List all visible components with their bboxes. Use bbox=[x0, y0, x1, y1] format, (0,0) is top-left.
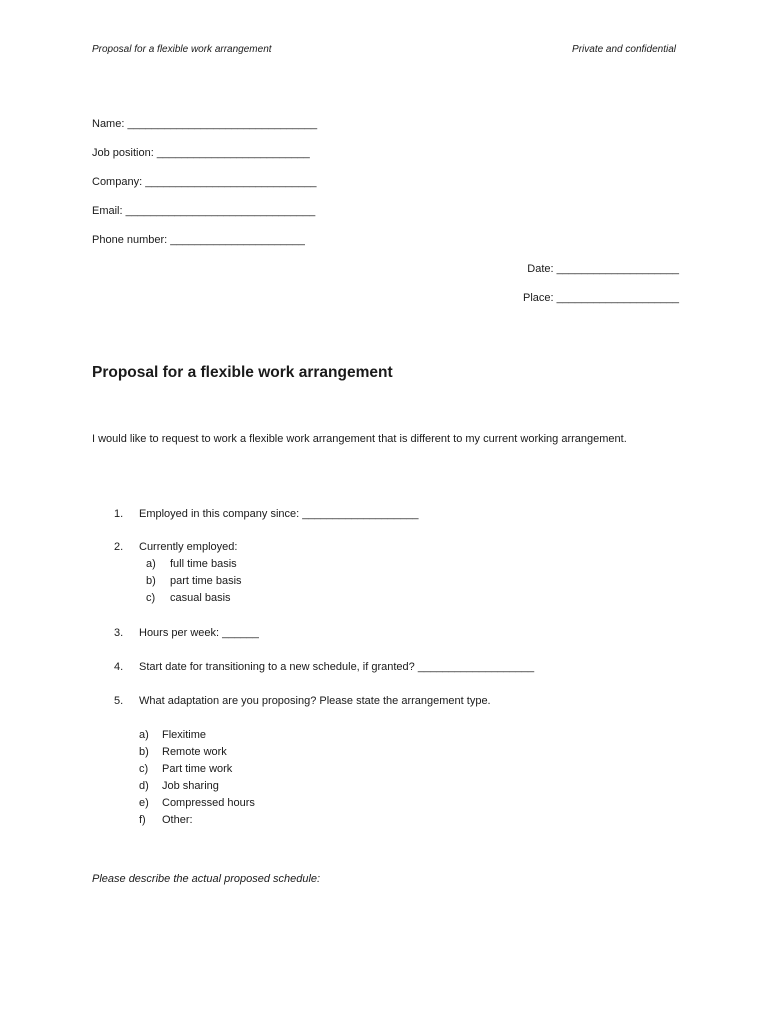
option-letter: c) bbox=[146, 592, 156, 604]
option-full-time-basis: full time basis bbox=[170, 558, 237, 570]
option-compressed-hours: Compressed hours bbox=[162, 797, 255, 809]
question-start-date: Start date for transitioning to a new schedule, if granted? ___________________ bbox=[139, 661, 535, 673]
intro-paragraph: I would like to request to work a flexible work arrangement that is different to my current working arrangement. bbox=[92, 433, 627, 445]
question-number: 4. bbox=[114, 661, 124, 673]
option-letter: b) bbox=[139, 746, 149, 758]
option-part-time-work: Part time work bbox=[162, 763, 233, 775]
email-field: Email: _______________________________ bbox=[92, 205, 316, 217]
question-employed-since: Employed in this company since: ___________________ bbox=[139, 508, 419, 520]
place-field: Place: ____________________ bbox=[523, 292, 679, 304]
question-number: 3. bbox=[114, 627, 124, 639]
question-number: 1. bbox=[114, 508, 124, 520]
option-part-time-basis: part time basis bbox=[170, 575, 242, 587]
option-remote-work: Remote work bbox=[162, 746, 227, 758]
option-flexitime: Flexitime bbox=[162, 729, 207, 741]
header-confidentiality: Private and confidential bbox=[572, 44, 676, 55]
job-position-field: Job position: _________________________ bbox=[92, 147, 310, 159]
header-document-title: Proposal for a flexible work arrangement bbox=[92, 44, 272, 55]
question-hours-per-week: Hours per week: ______ bbox=[139, 627, 259, 639]
option-letter: f) bbox=[139, 814, 146, 826]
option-job-sharing: Job sharing bbox=[162, 780, 219, 792]
name-field: Name: _______________________________ bbox=[92, 118, 318, 130]
option-letter: a) bbox=[139, 729, 149, 741]
option-letter: c) bbox=[139, 763, 149, 775]
phone-number-field: Phone number: ______________________ bbox=[92, 234, 305, 246]
option-casual-basis: casual basis bbox=[170, 592, 231, 604]
question-number: 5. bbox=[114, 695, 124, 707]
option-letter: e) bbox=[139, 797, 149, 809]
date-field: Date: ____________________ bbox=[527, 263, 679, 275]
option-letter: a) bbox=[146, 558, 156, 570]
option-other: Other: bbox=[162, 814, 193, 826]
schedule-prompt: Please describe the actual proposed schedule: bbox=[92, 873, 321, 885]
option-letter: d) bbox=[139, 780, 149, 792]
page-title: Proposal for a flexible work arrangement bbox=[92, 364, 393, 381]
question-number: 2. bbox=[114, 541, 124, 553]
question-currently-employed: Currently employed: bbox=[139, 541, 238, 553]
question-adaptation-type: What adaptation are you proposing? Please state the arrangement type. bbox=[139, 695, 491, 707]
company-field: Company: ____________________________ bbox=[92, 176, 317, 188]
option-letter: b) bbox=[146, 575, 156, 587]
